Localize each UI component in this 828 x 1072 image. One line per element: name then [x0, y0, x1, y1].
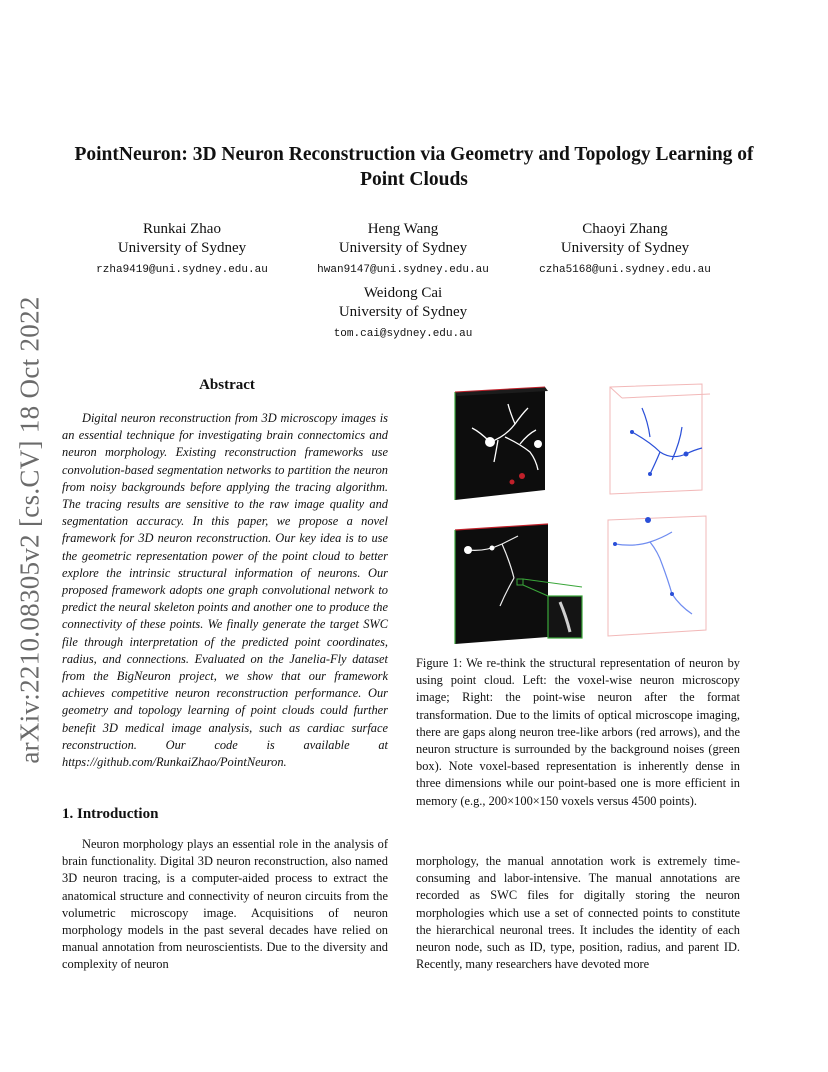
author-email: hwan9147@uni.sydney.edu.au: [317, 264, 489, 276]
section-heading: 1. Introduction: [62, 806, 159, 822]
arxiv-identifier: arXiv:2210.08305v2 [cs.CV] 18 Oct 2022: [14, 296, 45, 764]
author-email: czha5168@uni.sydney.edu.au: [539, 264, 711, 276]
author-affiliation: University of Sydney: [117, 240, 247, 256]
figure-caption: Figure 1: We re-think the structural representation of neuron by using point cloud. Left: the voxel-wise neuron microscopy image; Right: the point-wise neuron after the format transformation. Due to the limits of optical microscope imaging, there are gaps along neuron tree-like arbors (red arrows), and the neuron structure is surrounded by the background noises (green box). Note voxel-based representation is inherently dense in three dimensions while our point-based one is more efficient in memory (e.g., 200×100×150 voxels versus 4500 points).: [416, 656, 740, 808]
intro-left-column: Neuron morphology plays an essential role in the analysis of brain functionality. Digital 3D neuron reconstruction, also named 3D neuron tracing, is a computer-aided process to extract the anatomical structure and connectivity of neuron circuits from the volumetric microscopy image. Acquisitions of neuron morphology models in the past several decades have relied on manual annotation from neuroscientists. Due to the diversity and complexity of neuron: [62, 837, 388, 972]
author-name: Chaoyi Zhang: [582, 221, 668, 237]
author-name: Heng Wang: [367, 221, 439, 237]
author-email: rzha9419@uni.sydney.edu.au: [96, 264, 268, 276]
author-block: [505, 220, 745, 280]
paper-title: PointNeuron: 3D Neuron Reconstruction via Geometry and Topology Learning of Point Clouds: [74, 144, 754, 190]
author-email: tom.cai@sydney.edu.au: [333, 328, 473, 340]
author-affiliation: University of Sydney: [338, 240, 468, 256]
figure-1: [410, 382, 750, 650]
author-block: [283, 284, 523, 344]
author-name: Runkai Zhao: [143, 221, 221, 237]
author-affiliation: University of Sydney: [560, 240, 690, 256]
voxel-volume-bottom: [455, 524, 582, 644]
author-name: Weidong Cai: [363, 285, 443, 301]
abstract-text: Digital neuron reconstruction from 3D microscopy images is an essential technique for investigating brain connectomics and neuron morphology. Existing reconstruction frameworks use convolution-based segmentation networks to partition the neuron from noisy backgrounds before applying the tracing algorithm. The tracing results are sensitive to the raw image quality and segmentation accuracy. In this paper, we propose a novel framework for 3D neuron reconstruction. Our key idea is to use the geometric representation power of the point cloud to better explore the intrinsic structural information of neurons. Our proposed framework adopts one graph convolutional network to predict the neural skeleton points and another one to produce the connectivity of these points. We finally generate the target SWC file through interpretation of the predicted point coordinates, radius, and connections. Evaluated on the Janelia-Fly dataset from the BigNeuron project, we show that our framework achieves competitive neuron reconstruction performance. Our geometry and topology learning of point clouds could further benefit 3D medical image analysis, such as cardiac surface reconstruction. Our code is available at https://github.com/RunkaiZhao/PointNeuron.: [62, 411, 388, 770]
point-cloud-bottom: [608, 516, 706, 636]
voxel-volume-top: [455, 387, 548, 500]
intro-right-column: morphology, the manual annotation work is extremely time-consuming and labor-intensive. The manual annotations are recorded as SWC files for digitally storing the neuron morphologies which use a set of connected points to constitute the hierarchical neuronal trees. It includes the identity of each neuron node, such as ID, type, position, radius, and parent ID. Recently, many researchers have devoted more: [416, 854, 740, 972]
author-block: [62, 220, 302, 280]
point-cloud-top: [610, 384, 710, 494]
abstract-heading: Abstract: [199, 377, 255, 393]
author-affiliation: University of Sydney: [338, 304, 468, 320]
author-block: [283, 220, 523, 280]
